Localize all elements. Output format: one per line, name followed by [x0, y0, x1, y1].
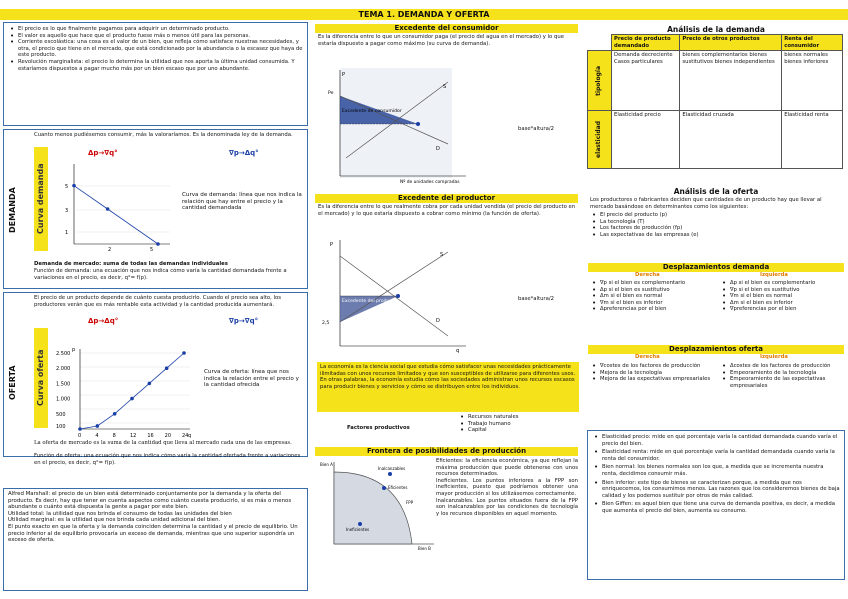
oferta-rule-left: Δp→Δq° — [88, 317, 119, 325]
list-item: • Los factores de producción (fp) — [590, 225, 844, 232]
table-row — [588, 111, 843, 169]
oferta-curve-desc: Curva de oferta: línea que nos indica la relación entre el precio y la cantidad ofrecida — [204, 369, 299, 389]
list-item: • Bien Giffen: es aquel bien que tiene una curva de demanda positiva, es decir, a medida que aumenta el precio del bien, aumenta su consumo. — [592, 501, 840, 514]
analisis-oferta-text: Los productores o fabricantes deciden que cantidades de un producto hay que llevar al mercado basándose en determinantes como los siguientes: — [590, 197, 822, 210]
desp-demanda-left-header: Derecha — [635, 272, 660, 278]
tick-label: 4 — [95, 433, 99, 439]
demanda-side-label: DEMANDA — [8, 187, 17, 233]
tick-label: 5 — [150, 247, 154, 252]
consumidor-title: Excedente del consumidor — [315, 24, 578, 33]
desp-oferta-left-list — [590, 363, 715, 383]
tick-label: 24 — [182, 433, 189, 439]
tick-label: 8 — [112, 433, 116, 439]
data-point — [156, 242, 160, 246]
list-item: • El precio es lo que finalmente pagamos para adquirir un determinado producto. — [8, 26, 303, 33]
list-item: • Δm si el bien es inferior — [720, 300, 845, 307]
table-row — [588, 35, 843, 51]
row-label-text: tipología — [595, 65, 603, 96]
tick-label: 20 — [164, 433, 172, 439]
chart-label: Ineficientes — [346, 527, 370, 532]
tick-label: 1 — [65, 230, 69, 236]
axis-label: Bien A — [320, 462, 333, 467]
table-cell: bienes normales bienes inferiores — [782, 51, 843, 111]
analisis-oferta-title: Análisis de la oferta — [673, 187, 759, 196]
line-label: D — [436, 146, 440, 152]
data-point — [78, 427, 82, 431]
page-title: TEMA 1. DEMANDA Y OFERTA — [0, 9, 848, 20]
table-cell: Elasticidad precio — [612, 111, 680, 169]
tick-label: 1.000 — [56, 396, 71, 403]
table-cell: Elasticidad cruzada — [680, 111, 782, 169]
frontera-p1: Eficientes: la eficiencia económica, ya que reflejan la máxima producción que puede obtenerse con unos recursos determinados. — [436, 458, 578, 478]
frontera-title: Frontera de posibilidades de producción — [315, 447, 578, 456]
tick-label: 2 — [108, 247, 112, 252]
list-item: • ∇p si el bien es complementario — [590, 280, 715, 287]
axis-label: q — [456, 348, 460, 354]
demanda-funcion: Función de demanda: una ecuación que nos indica cómo varía la cantidad demandada frente a variaciones en el precio, es decir, q°= f(p). — [34, 268, 287, 281]
data-point — [182, 351, 186, 355]
area-label: Excedente de consumidor — [342, 109, 402, 114]
demanda-bar-label: Curva demanda — [34, 147, 48, 251]
line-label: S — [443, 84, 447, 90]
analisis-demanda-title: Análisis de la demanda — [667, 25, 765, 34]
marshall-box — [3, 488, 308, 591]
list-item: • Δcostes de los factores de producción — [720, 363, 845, 370]
equilibrium-point — [396, 294, 400, 298]
area-label: Excedente del productor — [342, 299, 399, 304]
line-label: S — [440, 252, 444, 258]
demand-series-line — [74, 186, 158, 244]
table-cell: Elasticidad renta — [782, 111, 843, 169]
axis-label: Bien B — [418, 546, 431, 550]
fpp-curve — [334, 472, 412, 544]
desp-demanda-right-header: Izquierda — [760, 272, 789, 278]
tick-label: 1.500 — [56, 381, 71, 388]
desp-demanda-left-list — [590, 280, 715, 313]
chart-label: Inalcanzables — [378, 466, 406, 471]
oferta-rule-right: ∇p→∇q° — [229, 317, 259, 325]
oferta-mercado: La oferta de mercado es la suma de la cantidad que lleva al mercado cada una de las empresas. — [34, 440, 292, 446]
list-item: • Capital — [458, 427, 568, 434]
consumidor-chart — [320, 66, 470, 184]
list-item: • Δm si el bien es normal — [590, 293, 715, 300]
factores-list — [458, 414, 568, 434]
list-item: • Mejora de la tecnología — [590, 370, 715, 377]
list-item: • Las expectativas de las empresas (e) — [590, 232, 844, 239]
list-item: • El precio del producto (p) — [590, 212, 844, 219]
tick-label: 16 — [147, 433, 154, 439]
analisis-demanda-table — [587, 34, 843, 169]
tick-label: 5 — [65, 184, 69, 190]
data-point — [72, 184, 76, 188]
data-point — [106, 207, 110, 211]
elasticidad-box — [587, 430, 845, 580]
line-label: D — [436, 318, 440, 324]
oferta-chart — [54, 345, 194, 441]
supply-line — [340, 252, 448, 322]
desp-oferta-right-list — [720, 363, 845, 389]
oferta-bar-label: Curva oferta — [34, 328, 48, 428]
demanda-mercado: Demanda de mercado: suma de todas las demandas individuales — [34, 261, 228, 267]
list-item: • Elasticidad renta: mide en qué porcentaje varía la cantidad demandada cuando varía la renta del consumidor. — [592, 449, 840, 462]
list-item: • Bien inferior: este tipo de bienes se caracterizan porque, a medida que nos enriquecemos, los consumimos menos. Las razones que los consideremos bienes de baja calidad y los podemos sustituir por otros de más calidad. — [592, 480, 840, 500]
elasticidad-list — [592, 434, 840, 515]
axis-label: Pe — [328, 91, 334, 96]
list-item: • Mejora de las expectativas empresariales — [590, 376, 715, 383]
demanda-curve-desc: Curva de demanda: línea que nos indica la relación que hay entre el precio y la cantidad demandada — [182, 192, 302, 212]
table-header: Precio de producto demandado — [612, 35, 680, 51]
axis-label: 2,5 — [322, 321, 330, 326]
frontera-p3: Inalcanzables. Los puntos situados fuera de la FPP son inalcanzables por las condiciones de tecnología y los recursos disponibles en aquel momento. — [436, 497, 578, 517]
productor-title: Excedente del productor — [315, 194, 578, 203]
list-item: • Empeoramiento de la tecnología — [720, 370, 845, 377]
tick-label: 2.500 — [56, 351, 71, 357]
table-header: Precio de otros productos — [680, 35, 782, 51]
table-corner — [588, 35, 612, 51]
tick-label: 100 — [56, 423, 66, 430]
row-label-text: elasticidad — [595, 121, 603, 159]
marshall-p3: Utilidad marginal: es la utilidad que nos brinda cada unidad adicional del bien. — [8, 517, 221, 524]
row-label — [588, 51, 612, 111]
desp-demanda-right-list — [720, 280, 845, 313]
factores-label: Factores productivos — [347, 425, 410, 431]
tick-label: 3 — [65, 208, 69, 214]
demanda-chart — [54, 160, 174, 252]
list-item: • Trabajo humano — [458, 421, 568, 428]
list-item: • La tecnología (T) — [590, 219, 844, 226]
row-label — [588, 111, 612, 169]
tick-label: 2.000 — [56, 366, 71, 373]
axis-label: P — [342, 72, 346, 78]
oferta-side-label: OFERTA — [8, 365, 17, 401]
list-item: • Elasticidad precio: mide en qué porcentaje varía la cantidad demandada cuando varía el precio del bien. — [592, 434, 840, 447]
demanda-text: Cuanto menos pudiésemos consumir, más la valoraríamos. Es la denominada ley de la demanda. — [34, 132, 293, 138]
point-efficient — [382, 486, 386, 490]
point-inefficient — [358, 522, 362, 526]
list-item: • ∇costes de los factores de producción — [590, 363, 715, 370]
chart-label: Eficientes — [388, 485, 408, 490]
marshall-p1: Alfred Marshall: el precio de un bien está determinado conjuntamente por la demanda y la oferta del producto. Es decir, hay que tener en cuenta aspectos como cuánto cuesta producirlo, si es más o menos abundante o cuánto está dispuesta la gente a pagar por este bien. — [8, 491, 292, 511]
table-header: Renta del consumidor — [782, 35, 843, 51]
oferta-text: El precio de un producto depende de cuánto cuesta producirlo. Cuando el precio sea alto, los productores verán que es más rentable esta actividad y la cantidad producida aumentará. — [34, 295, 281, 308]
list-item: • ∇m si el bien es normal — [720, 293, 845, 300]
list-item: • Δp si el bien es complementario — [720, 280, 845, 287]
data-point — [165, 366, 169, 370]
list-item: • Recursos naturales — [458, 414, 568, 421]
intro-box — [3, 22, 308, 126]
consumidor-text: Es la diferencia entre lo que un consumidor paga (el precio del agua en el mercado) y lo que estaría dispuesto a pagar como máximo (su curva de demanda). — [318, 34, 564, 47]
data-point — [96, 424, 100, 428]
consumidor-formula: base*altura/2 — [518, 126, 555, 132]
desp-oferta-title: Desplazamientos oferta — [588, 345, 844, 354]
list-item: • Empeoramiento de las expectativas empresariales — [720, 376, 845, 389]
tick-label: 0 — [78, 433, 82, 439]
oferta-funcion: Función de oferta: una ecuación que nos indica cómo varía la cantidad ofertada frente a variaciones en el precio, es decir, q°= f(p). — [34, 453, 301, 466]
data-point — [130, 397, 134, 401]
intro-list — [8, 26, 303, 72]
frontera-chart — [318, 458, 436, 550]
list-item: • Δp si el bien es sustitutivo — [590, 287, 715, 294]
table-row — [588, 51, 843, 111]
chart-label: FPP — [406, 500, 414, 505]
demanda-rule-left: Δp→∇q° — [88, 149, 118, 157]
list-item: • ∇preferencias por el bien — [720, 306, 845, 313]
frontera-p2: Ineficientes. Los puntos inferiores a la FPP son ineficientes, puesto que podríamos obtener una mayor producción si los utilizásemos correctamente. — [436, 477, 578, 497]
axis-label: p — [72, 347, 76, 353]
axis-label: P — [330, 242, 334, 248]
list-item: • ∇m si el bien es inferior — [590, 300, 715, 307]
marshall-p4: El punto exacto en que la oferta y la demanda coinciden determina la cantidad y el precio de equilibrio. Un precio inferior al de equilibrio provocaría un exceso de demanda, mientras que uno superior supondría un exceso de oferta. — [8, 523, 298, 544]
supply-series-line — [80, 353, 184, 429]
table-cell: bienes complementarios bienes sustitutivos bienes independientes — [680, 51, 782, 111]
axis-label: Nº de unidades compradas — [400, 180, 460, 184]
oferta-box — [3, 292, 308, 466]
desp-oferta-right-header: Izquierda — [760, 354, 789, 360]
analisis-oferta-list — [590, 212, 844, 238]
list-item: • Corriente escolástica: una cosa es el valor de un bien, que refleja cómo satisface nuestras necesidades, y otra, el precio que tiene en el mercado, que está condicionado por la abundancia o la escasez que haya de este producto. — [8, 39, 303, 59]
demanda-rule-right: ∇p→Δq° — [229, 149, 259, 157]
list-item: • El valor es aquello que hace que el producto fuese más o menos útil para las personas. — [8, 33, 303, 40]
list-item: • Δpreferencias por el bien — [590, 306, 715, 313]
point-unreachable — [388, 472, 392, 476]
equilibrium-point — [416, 122, 420, 126]
axis-label: q — [188, 433, 192, 439]
tick-label: 12 — [130, 433, 137, 439]
frontera-text — [436, 458, 578, 517]
demanda-box — [3, 129, 308, 289]
economia-text: La economía es la ciencia social que estudia cómo satisfacer unas necesidades prácticamente ilimitadas con unos recursos limitados y que son susceptibles de utilizarse para diferentes usos. En otras palabras, la economía estudia cómo las sociedades administran unos recursos escasos para producir bienes y servicios y cómo se distribuyen entre los individuos. — [317, 362, 579, 412]
marshall-p2: Utilidad total: la utilidad que nos brinda el consumo de todas las unidades del bien — [8, 510, 232, 517]
productor-chart — [320, 236, 470, 354]
desp-demanda-title: Desplazamientos demanda — [588, 263, 844, 272]
data-point — [148, 382, 152, 386]
tick-label: 500 — [56, 411, 66, 418]
table-cell: Demanda decreciente Casos particulares — [612, 51, 680, 111]
productor-text: Es la diferencia entre lo que realmente cobra por cada unidad vendida (el precio del producto en el mercado) y lo que estaría dispuesto a cobrar como mínimo (la función de oferta). — [318, 204, 576, 217]
list-item: • ∇p si el bien es sustitutivo — [720, 287, 845, 294]
data-point — [113, 412, 117, 416]
desp-oferta-left-header: Derecha — [635, 354, 660, 360]
productor-formula: base*altura/2 — [518, 296, 555, 302]
list-item: • Bien normal: los bienes normales son los que, a medida que se incrementa nuestra renta, decidimos consumir más. — [592, 464, 840, 477]
list-item: • Revolución marginalista: el precio lo determina la utilidad que nos aporta la última unidad consumida. Y estaríamos dispuestos a pagar mucho más por un bien escaso que por uno abundante. — [8, 59, 303, 72]
